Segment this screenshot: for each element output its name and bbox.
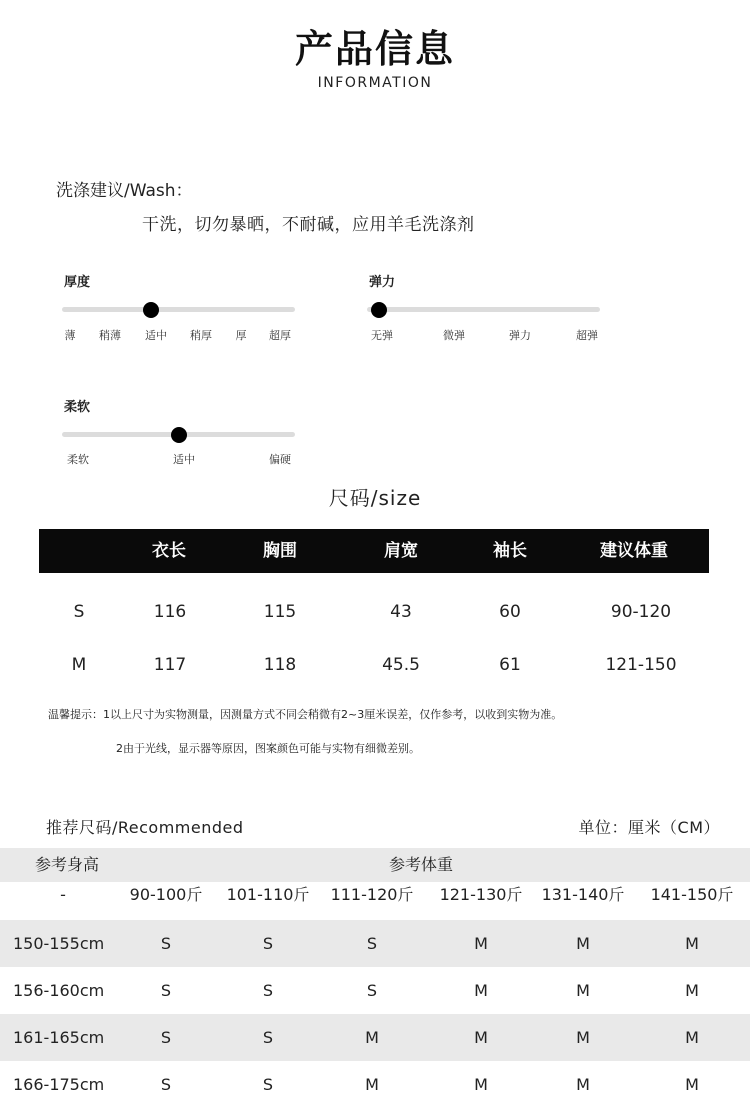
- thickness-track: [62, 307, 295, 312]
- thickness-tick: 稍薄: [99, 329, 121, 342]
- size-cell: M: [685, 1028, 699, 1047]
- page-subtitle: INFORMATION: [317, 75, 433, 91]
- weight-range-cell: 101-110斤: [226, 885, 310, 904]
- size-cell: 43: [390, 602, 412, 622]
- thickness-tick: 薄: [64, 329, 76, 342]
- thickness-knob: [143, 302, 159, 318]
- col-weight: 建议体重: [600, 541, 668, 561]
- elasticity-label: 弹力: [369, 275, 396, 290]
- thickness-tick: 厚: [235, 329, 247, 342]
- col-sleeve: 袖长: [493, 541, 527, 561]
- softness-tick: 适中: [173, 453, 195, 466]
- elasticity-tick: 超弹: [576, 329, 598, 342]
- size-cell: M: [365, 1028, 379, 1047]
- note-line-2: 2由于光线，显示器等原因，图案颜色可能与实物有细微差别。: [116, 742, 420, 755]
- thickness-tick: 适中: [145, 329, 167, 342]
- elasticity-tick: 弹力: [509, 329, 531, 342]
- softness-tick: 柔软: [67, 453, 89, 466]
- size-cell: S: [73, 602, 85, 622]
- wash-instructions: 干洗，切勿暴晒，不耐碱，应用羊毛洗涤剂: [142, 215, 475, 235]
- thickness-label: 厚度: [64, 275, 91, 290]
- size-cell: M: [576, 981, 590, 1000]
- size-cell: M: [576, 1075, 590, 1094]
- size-cell: S: [262, 1075, 274, 1094]
- size-cell: M: [576, 1028, 590, 1047]
- weight-range-cell: 90-100斤: [129, 885, 203, 904]
- size-cell: 61: [499, 655, 521, 675]
- size-cell: S: [262, 981, 274, 1000]
- size-cell: 60: [499, 602, 521, 622]
- size-cell: M: [685, 1075, 699, 1094]
- col-length: 衣长: [152, 541, 186, 561]
- softness-tick: 偏硬: [269, 453, 291, 466]
- size-cell: M: [576, 934, 590, 953]
- weight-range-cell: 131-140斤: [541, 885, 625, 904]
- weight-range-cell: 111-120斤: [330, 885, 414, 904]
- size-cell: 117: [153, 655, 187, 675]
- table-row: [39, 639, 709, 692]
- elasticity-knob: [371, 302, 387, 318]
- softness-label: 柔软: [64, 400, 91, 415]
- weight-range-cell: -: [60, 885, 66, 904]
- elasticity-track: [367, 307, 600, 312]
- size-cell: M: [685, 981, 699, 1000]
- page-title: 产品信息: [294, 27, 455, 71]
- recommended-table-header: [0, 848, 750, 882]
- size-cell: S: [262, 934, 274, 953]
- elasticity-tick: 微弹: [443, 329, 465, 342]
- note-line-1: 温馨提示：1以上尺寸为实物测量，因测量方式不同会稍微有2~3厘米误差，仅作参考，以收到实物为准。: [48, 708, 563, 721]
- thickness-slider: [62, 307, 295, 312]
- size-cell: M: [71, 655, 87, 675]
- size-cell: M: [474, 934, 488, 953]
- recommended-table: [0, 848, 750, 1108]
- elasticity-tick: 无弹: [371, 329, 393, 342]
- size-cell: 121-150: [605, 655, 677, 675]
- thickness-tick: 稍厚: [190, 329, 212, 342]
- height-cell: 150-155cm: [13, 934, 105, 953]
- wash-label: 洗涤建议/Wash：: [56, 181, 193, 201]
- elasticity-slider: [367, 307, 600, 312]
- size-cell: S: [366, 981, 378, 1000]
- height-cell: 161-165cm: [13, 1028, 105, 1047]
- col-shoulder: 肩宽: [384, 541, 418, 561]
- weight-range-cell: 121-130斤: [439, 885, 523, 904]
- size-cell: S: [262, 1028, 274, 1047]
- height-header: 参考身高: [34, 855, 100, 874]
- softness-knob: [171, 427, 187, 443]
- softness-slider: [62, 432, 295, 437]
- recommended-label: 推荐尺码/Recommended: [46, 818, 244, 837]
- size-cell: 115: [263, 602, 297, 622]
- size-cell: 118: [263, 655, 297, 675]
- weight-range-cell: 141-150斤: [650, 885, 734, 904]
- unit-label: 单位：厘米（CM）: [578, 818, 720, 837]
- table-row: [0, 967, 750, 1014]
- table-row: [0, 920, 750, 967]
- size-cell: 90-120: [610, 602, 672, 622]
- size-cell: 116: [153, 602, 187, 622]
- table-row: [39, 586, 709, 639]
- table-row: [0, 1014, 750, 1061]
- thickness-tick: 超厚: [269, 329, 291, 342]
- size-cell: M: [474, 1075, 488, 1094]
- col-chest: 胸围: [263, 541, 297, 561]
- size-cell: S: [160, 981, 172, 1000]
- size-cell: M: [685, 934, 699, 953]
- height-cell: 156-160cm: [13, 981, 105, 1000]
- table-row: [0, 1061, 750, 1108]
- weight-header: 参考体重: [388, 855, 454, 874]
- size-cell: M: [474, 981, 488, 1000]
- size-table-header: [39, 529, 709, 573]
- height-cell: 166-175cm: [13, 1075, 105, 1094]
- size-cell: 45.5: [382, 655, 420, 675]
- size-cell: S: [160, 934, 172, 953]
- size-cell: S: [366, 934, 378, 953]
- size-section-title: 尺码/size: [328, 486, 422, 510]
- size-cell: M: [474, 1028, 488, 1047]
- size-cell: S: [160, 1075, 172, 1094]
- size-table: [39, 529, 709, 692]
- weight-ranges-row: [0, 882, 750, 920]
- size-cell: S: [160, 1028, 172, 1047]
- size-cell: M: [365, 1075, 379, 1094]
